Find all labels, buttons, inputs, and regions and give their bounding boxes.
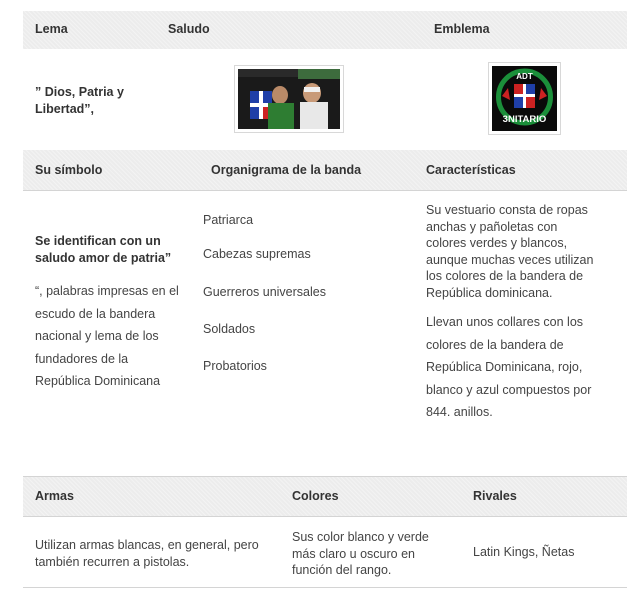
saludo-photo bbox=[234, 65, 344, 133]
emblem-top-text: ADT bbox=[516, 72, 533, 81]
caracteristicas-p2: Llevan unos collares con los colores de la bandera de República Dominicana, rojo, blanco y azul compuestos por 844. anillos. bbox=[426, 315, 592, 419]
simbolo-bold-text: Se identifican con un saludo amor de patria” bbox=[35, 234, 172, 265]
lema-text: ” Dios, Patria y Libertad”, bbox=[35, 85, 124, 116]
organigrama-item: Cabezas supremas bbox=[203, 247, 311, 261]
header-saludo: Saludo bbox=[168, 22, 210, 36]
header-colores: Colores bbox=[292, 489, 339, 503]
table3-header-divider bbox=[23, 516, 627, 517]
table3-bottom-border bbox=[23, 587, 627, 588]
header-emblema: Emblema bbox=[434, 22, 490, 36]
header-lema: Lema bbox=[35, 22, 68, 36]
emblema-graphic bbox=[492, 66, 557, 131]
armas-text: Utilizan armas blancas, en general, pero también recurren a pistolas. bbox=[35, 538, 259, 569]
header-rivales: Rivales bbox=[473, 489, 517, 503]
organigrama-item: Patriarca bbox=[203, 213, 254, 227]
emblema-image bbox=[488, 62, 561, 135]
organigrama-item: Probatorios bbox=[203, 359, 267, 373]
emblem-bottom-text: 3NITARIO bbox=[502, 114, 547, 125]
header-simbolo: Su símbolo bbox=[35, 163, 103, 177]
saludo-photo-graphic bbox=[238, 69, 340, 129]
organigrama-item: Soldados bbox=[203, 322, 256, 336]
header-armas: Armas bbox=[35, 489, 74, 503]
organigrama-item: Guerreros universales bbox=[203, 285, 326, 299]
caracteristicas-p1: Su vestuario consta de ropas anchas y pañoletas con colores verdes y blancos, aunque muchas veces utilizan los colores de la bandera de República dominicana. bbox=[426, 203, 594, 300]
table2-header-divider bbox=[23, 190, 627, 191]
table1-header-row bbox=[23, 11, 627, 49]
header-organigrama: Organigrama de la banda bbox=[211, 163, 362, 177]
simbolo-text: “, palabras impresas en el escudo de la bandera nacional y lema de los fundadores de la República Dominicana bbox=[35, 284, 179, 388]
rivales-text: Latin Kings, Ñetas bbox=[473, 545, 575, 559]
colores-text: Sus color blanco y verde más claro u oscuro en función del rango. bbox=[292, 530, 429, 577]
header-caracteristicas: Características bbox=[426, 163, 516, 177]
